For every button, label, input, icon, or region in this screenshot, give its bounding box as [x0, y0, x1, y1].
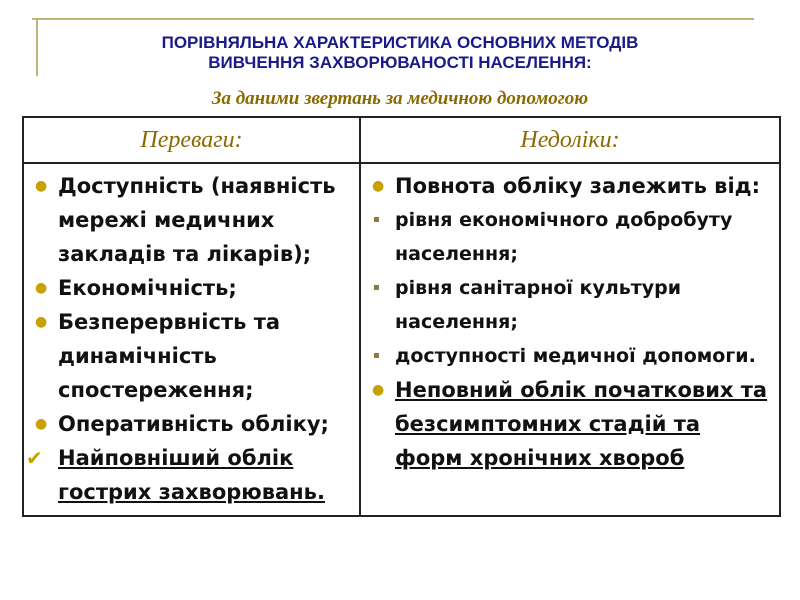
dot-bullet-icon: ● — [35, 416, 48, 432]
dot-bullet-icon: ● — [372, 382, 385, 398]
square-bullet-icon: ▪ — [373, 282, 380, 293]
list-item — [32, 407, 351, 441]
list-item-text: Економічність; — [58, 276, 237, 300]
disadvantages-cell — [360, 163, 780, 516]
title-line-1: ПОРІВНЯЛЬНА ХАРАКТЕРИСТИКА ОСНОВНИХ МЕТОДІВ — [161, 33, 639, 52]
list-item — [369, 271, 771, 339]
dot-bullet-icon: ● — [35, 280, 48, 296]
list-item — [32, 169, 351, 271]
table-row — [23, 163, 780, 516]
list-item-text: Безперервність та динамічність спостереження; — [58, 310, 281, 402]
list-item — [26, 441, 351, 509]
list-item — [369, 169, 771, 203]
list-item — [32, 305, 351, 407]
dot-bullet-icon: ● — [35, 314, 48, 330]
list-item-text: Найповніший облік гострих захворювань. — [58, 446, 325, 504]
advantages-list — [26, 169, 351, 509]
list-item-text: Доступність (наявність мережі медичних закладів та лікарів); — [58, 174, 336, 266]
advantages-header: Переваги: — [23, 117, 360, 163]
dot-bullet-icon: ● — [372, 178, 385, 194]
table-header-row — [23, 117, 780, 163]
disadvantages-header: Недоліки: — [360, 117, 780, 163]
disadvantages-list — [369, 169, 771, 475]
list-item — [369, 373, 771, 475]
checkmark-bullet-icon: ✔ — [26, 446, 43, 470]
square-bullet-icon: ▪ — [373, 350, 380, 361]
list-item-text: доступності медичної допомоги. — [395, 345, 756, 367]
dot-bullet-icon: ● — [35, 178, 48, 194]
list-item-text: рівня санітарної культури населення; — [395, 277, 682, 333]
title-line-2: ВИВЧЕННЯ ЗАХВОРЮВАНОСТІ НАСЕЛЕННЯ: — [208, 53, 592, 72]
page-subtitle: За даними звертань за медичною допомогою — [211, 88, 589, 109]
decorative-left-line — [36, 18, 38, 76]
advantages-cell — [23, 163, 360, 516]
list-item-text: рівня економічного добробуту населення; — [395, 209, 733, 265]
comparison-table — [22, 116, 781, 517]
list-item — [369, 339, 771, 373]
square-bullet-icon: ▪ — [373, 214, 380, 225]
list-item-text: Оперативність обліку; — [58, 412, 329, 436]
list-item — [32, 271, 351, 305]
list-item-text: Неповний облік початкових та безсимптомних стадій та форм хронічних хвороб — [395, 378, 768, 470]
list-item — [369, 203, 771, 271]
list-item-text: Повнота обліку залежить від: — [395, 174, 761, 198]
decorative-top-line — [32, 18, 754, 20]
page-title — [40, 33, 760, 73]
